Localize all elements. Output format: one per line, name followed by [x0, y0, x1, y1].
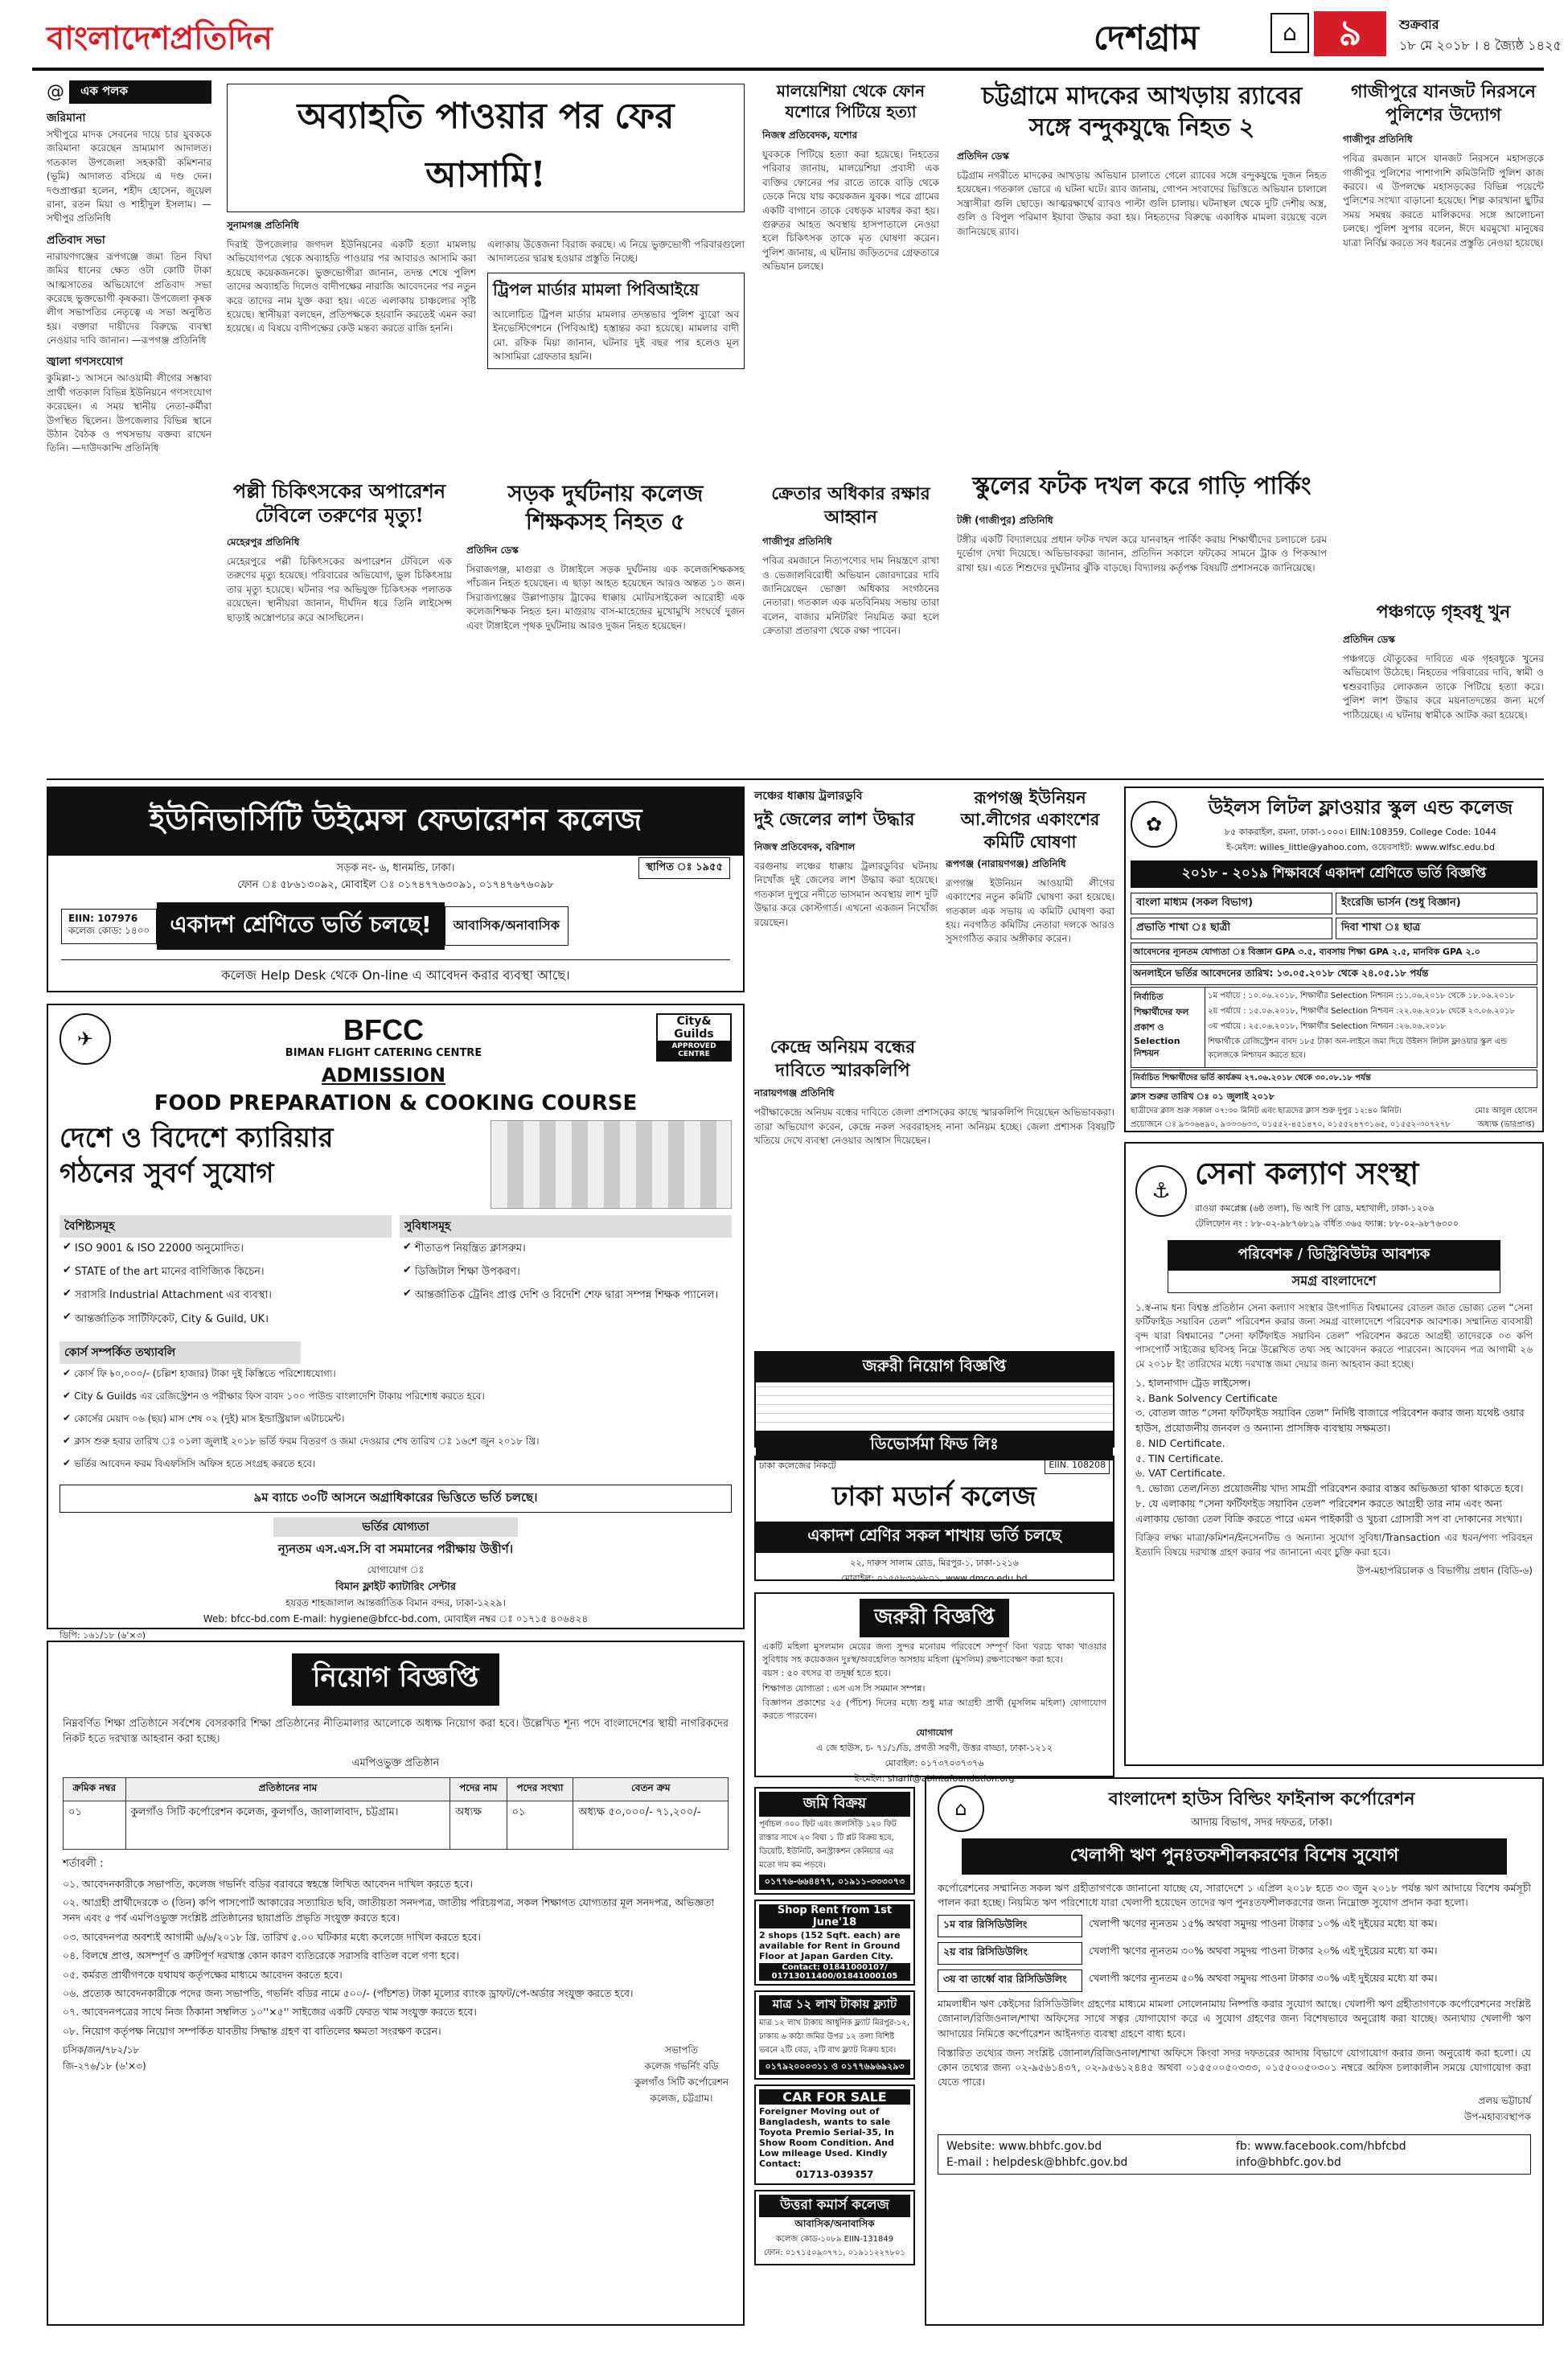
bfcc-brand-full: BIMAN FLIGHT CATERING CENTRE: [285, 1047, 482, 1059]
main-article: [227, 84, 745, 470]
niyog-signatory: সভাপতি কলেজ গভর্নিং বডি কুলগাঁও সিটি কর্পোরেশন কলেজ, চট্টগ্রাম।: [634, 2044, 729, 2105]
eligibility: ন্যূনতম এস.এস.সি বা সমমানের পরীক্ষায় উত্তীর্ণ।: [277, 1542, 514, 1556]
benefit-item-row: [403, 1241, 729, 1261]
uwfc-eiin: EIIN: 107976: [68, 912, 138, 924]
niyog-ref2: জি-২৭৬/১৮ (৬'×৩): [63, 2060, 146, 2072]
gazipur-article: [1343, 80, 1544, 595]
check-icon: ✔: [63, 1241, 72, 1253]
sena-ad: [1124, 1142, 1544, 1766]
wife-article: [1343, 598, 1544, 772]
main-body: দিরাই উপজেলার জগদল ইউনিয়নের একটি হত্যা মামলায় অভিযোগপত্র থেকে অব্যাহতি পাওয়ার পর আবারও আসামি করা হয়েছে কয়েকজনকে। ভুক্তভোগীরা জানান, তদন্ত শেষে পুলিশ তাদের অব্যাহতি দিলেও বাদীপক্ষের নারাজি আবেদনের পর নতুন করে তাদের নাম যুক্ত করা হয়। এতে এলাকায় চাঞ্চল্যের সৃষ্টি হয়েছে। স্থানীয়রা বলছেন, প্রতিপক্ষকে হয়রানি করতেই এমন করা হয়েছে। এ বিষয়ে বাদীপক্ষের কেউ মন্তব্য করতে রাজি হননি।: [227, 239, 476, 335]
schedule-item: ২য় পর্যায়ে : ১৫.০৬.২০১৮, শিক্ষার্থীর Selection নিশ্চয়ন :২২.০৬.২০১৮ থেকে ২৩.০৬.২০১৮: [1208, 1007, 1516, 1016]
wlfsc-address: ৮৫ কাকরাইল, রমনা, ঢাকা-১০০০। EIIN:108359, College Code: 1044: [1225, 827, 1496, 837]
fee-item-row: [63, 1435, 729, 1454]
shop-ad: [754, 1900, 915, 1986]
gazipur-headline[interactable]: গাজীপুরে যানজট নিরসনে পুলিশের উদ্যোগ: [1351, 81, 1536, 125]
chattogram-byline: প্রতিদিন ডেস্ক: [957, 150, 1009, 162]
dmc-banner: একাদশ শ্রেণির সকল শাখায় ভর্তি চলছে: [756, 1522, 1113, 1553]
table-cell: অধ্যক্ষ ৫০,০০০/- ৭১,২০০/-: [573, 1801, 729, 1849]
bhbfc-website[interactable]: Website: www.bhbfc.gov.bd: [946, 2140, 1102, 2153]
badge-line1: City&: [676, 1015, 712, 1028]
chefs-photo: [491, 1120, 732, 1209]
bfcc-seats: ৯ম ব্যাচে ৩০টি আসনে অগ্রাধিকারের ভিত্তিতে ভর্তি চলছে।: [60, 1485, 732, 1513]
brief-body: সখীপুরে মাদক সেবনের দায়ে চার যুবককে জরিমানা করেছেন ভ্রাম্যমাণ আদালত। গতকাল উপজেলা সহকারী কমিশনার (ভূমি) আদালত বসিয়ে এ দণ্ড দেন। দণ্ডপ্রাপ্তরা হলেন, শহীদ হোসেন, জুয়েল রানা, রতন মিয়া ও শাহীদুল ইসলাম। —সখীপুর প্রতিনিধি: [47, 129, 211, 224]
uwfc-name[interactable]: ইউনিভার্সিটি উইমেন্স ফেডারেশন কলেজ: [48, 788, 743, 856]
wlfsc-signer: মোঃ আবুল হোসেন অধ্যক্ষ (ভারপ্রাপ্ত): [1475, 1107, 1537, 1129]
feature-item: সরাসরি Industrial Attachment এর ব্যবস্থা।: [74, 1289, 272, 1301]
table-cell: কুলগাঁও সিটি কর্পোরেশন কলেজ, কুলগাঁও, জালালাবাদ, চট্টগ্রাম।: [125, 1801, 449, 1849]
benefit-item-row: [403, 1288, 729, 1308]
bhbfc-name[interactable]: বাংলাদেশ হাউস বিল্ডিং ফাইনান্স কর্পোরেশন: [1108, 1789, 1415, 1809]
eligibility-title: ভর্তির যোগ্যতা: [273, 1518, 518, 1537]
ek-polok-column: [47, 80, 211, 778]
uwfc-residential: আবাসিক/অনাবাসিক: [445, 906, 569, 946]
sena-address: রাওয়া কমপ্লেক্স (৬ষ্ঠ তলা), ভি আই পি রোড, মহাখালী, ঢাকা-১২০৬: [1195, 1203, 1435, 1214]
brief-title[interactable]: জ্বালা গণসংযোগ: [47, 355, 123, 369]
reschedule-row: [938, 1942, 1531, 1965]
benefit-item: আন্তর্জাতিক ট্রেনিং প্রাপ্ত দেশি ও বিদেশি শেফ দ্বারা সম্পন্ন শিক্ষক প্যানেল।: [414, 1289, 719, 1301]
flat-body: মাত্র ১২ লাখ টাকায় আধুনিক ফ্ল্যাট মিরপুর-১২, ঢাকায় ৬ কাঠা জমির উপর ১২ তলা বিশিষ্ট ভবনে ২টি বেড, ২টি বাথ ফ্ল্যাট বিক্রয় হবে।: [759, 2019, 910, 2055]
condition-item: ০৮. নিয়োগ কর্তৃপক্ষ নিয়োগ সম্পর্কিত যাবতীয় সিদ্ধান্ত গ্রহণ বা বাতিলের ক্ষমতা সংরক্ষণ করেন।: [63, 2024, 441, 2037]
protest-article: [754, 1036, 1114, 1341]
brief-title[interactable]: প্রতিবাদ সভা: [47, 233, 105, 247]
bfcc-seal-icon: ✈: [60, 1013, 111, 1065]
sena-footer-note: বিক্রির লক্ষ্য মাত্রা/কমিশন/ইনসেনটিভ ও অন্যান্য সুযোগ সুবিধা/Transaction এর ধরন/পণ্য পরিবহন ইত্যাদি বিষয়ে দরখাস্ত গ্রহণ করার পর জানানো এবং চুক্তি করা হবে।: [1135, 1532, 1533, 1558]
table-cell: ০১: [507, 1801, 573, 1849]
malaysia-byline: নিজস্ব প্রতিবেদক, যশোর: [762, 129, 858, 141]
fee-item-row: [63, 1367, 729, 1386]
feature-item-row: [63, 1311, 388, 1332]
dmc-code-line: ঢাকা কলেজের নিকটে: [759, 1460, 836, 1471]
dmc-eiin: EIIN. 108208: [1045, 1459, 1110, 1474]
uttara-phone: ফোন: ০১৭১৫০৯৩৭৭১, ০১৯১১২২৭৮০১: [763, 2249, 906, 2257]
school-article: [957, 466, 1327, 772]
protest-headline[interactable]: কেন্দ্রে অনিয়ম বন্ধের দাবিতে স্মারকলিপি: [770, 1037, 916, 1081]
joruri-niyog-small: [754, 1351, 1114, 1453]
requirement-item: ১. হালনাগাদ ট্রেড লাইসেন্স।: [1135, 1376, 1251, 1389]
accident-byline: প্রতিদিন ডেস্ক: [466, 544, 519, 556]
uttara-ad: [754, 2190, 915, 2265]
feature-item: STATE of the art মানের বাণিজ্যিক কিচেন।: [74, 1266, 265, 1278]
table-header-cell: পদের সংখ্যা: [507, 1777, 573, 1801]
bodies-headline[interactable]: দুই জেলের লাশ উদ্ধার: [754, 809, 915, 830]
sena-name[interactable]: সেনা কল্যাণ সংস্থা: [1195, 1155, 1419, 1191]
condition-item: ০৬. প্রত্যেক আবেদনকারীকে পদের জন্য সভাপতি, গভর্নিং বডির নামে ৫০০/- (পাঁচশত) টাকা মূল্যের ব্যাংক ড্রাফট/পে-অর্ডার সংযুক্ত করতে হবে।: [63, 1986, 634, 1999]
bfcc-ref: ডিপি: ১৬১/১৮ (৬'×৩): [60, 1630, 146, 1641]
dmc-address: ২২, দারুস সালাম রোড, মিরপুর-১, ঢাকা-১২১৬: [850, 1558, 1019, 1568]
flat-phone: ০১৭৯২০০০৩১১ ও ০১৭৭৬৯৬৯২৯৩: [759, 2060, 910, 2075]
condition-item: ০৭. আবেদনপত্রের সাথে নিজ ঠিকানা সম্বলিত ১০''×৫'' সাইজের একটি ফেরত খাম সংযুক্ত করতে হবে।: [63, 2006, 477, 2019]
malaysia-headline[interactable]: মালয়েশিয়া থেকে ফোন যশোরে পিটিয়ে হত্যা: [776, 81, 926, 121]
reschedule-row: [938, 1969, 1531, 1992]
niyog-title[interactable]: নিয়োগ বিজ্ঞপ্তি: [292, 1653, 500, 1706]
inset-body: আলোচিত ট্রিপল মার্ডার মামলার তদন্তভার পুলিশ ব্যুরো অব ইনভেস্টিগেশনে (পিবিআই) হস্তান্তর করা হয়েছে। মামলার বাদী মো. রফিক মিয়া জানান, ঘটনার দুই বছর পার হলেও মূল আসামিরা গ্রেফতার হয়নি।: [493, 308, 739, 362]
rupganj-byline: রূপগঞ্জ (নারায়ণগঞ্জ) প্রতিনিধি: [946, 857, 1066, 869]
main-body-cont: এলাকায় উত্তেজনা বিরাজ করছে। এ নিয়ে ভুক্তভোগী পরিবারগুলো আদালতের দ্বারস্থ হওয়ার প্রস্তুতি নিচ্ছে।: [487, 239, 745, 265]
wlfsc-banner: ২০১৮ - ২০১৯ শিক্ষাবর্ষে একাদশ শ্রেণিতে ভর্তি বিজ্ঞপ্তি: [1131, 860, 1537, 888]
table-header-cell: পদের নাম: [450, 1777, 507, 1801]
uwfc-banner[interactable]: একাদশ শ্রেণিতে ভর্তি চলছে!: [157, 902, 444, 950]
customer-body: পবিত্র রমজানে নিত্যপণ্যের দাম নিয়ন্ত্রণে রাখা ও ভেজালবিরোধী অভিযান জোরদারের দাবি জানিয়েছেন ভোক্তা অধিকার সংগঠনের নেতারা। গতকাল এক মতবিনিময় সভায় তারা বলেন, বাজার মনিটরিং নিয়মিত করা হলে ক্রেতারা প্রতারণা থেকে রক্ষা পাবেন।: [762, 555, 939, 637]
table-cell: অধ্যক্ষ: [450, 1801, 507, 1849]
conditions-label: শর্তাবলী :: [63, 1857, 104, 1870]
masthead-rule: [32, 68, 1544, 71]
chattogram-body: চট্টগ্রাম নগরীতে মাদকের আখড়ায় অভিযান চালাতে গেলে র‌্যাবের সঙ্গে বন্দুকযুদ্ধে দুজন নিহত হয়েছেন। গতকাল ভোরে এ ঘটনা ঘটে। র‌্যাব জানায়, গোপন সংবাদের ভিত্তিতে অভিযান চালালে সন্ত্রাসীরা গুলি ছোড়ে। আত্মরক্ষার্থে র‌্যাবও পাল্টা গুলি চালায়। ঘটনাস্থল থেকে দুটি দেশীয় অস্ত্র, গুলি ও বিপুল পরিমাণ ইয়াবা উদ্ধার করা হয়। নিহতদের বিরুদ্ধে একাধিক মামলা রয়েছে বলে জানিয়েছে র‌্যাব।: [957, 170, 1327, 237]
wife-byline: প্রতিদিন ডেস্ক: [1343, 634, 1395, 645]
uttara-code: কলেজ কোড-১০৮৯ EIIN-131849: [775, 2235, 894, 2244]
wlfsc-logo-icon: ✿: [1131, 801, 1177, 848]
wlfsc-opt1: বাংলা মাধ্যম (সকল বিভাগ): [1131, 893, 1332, 914]
fee-item: কোর্স ফি ৳০,০০০/- (চল্লিশ হাজার) টাকা দুই কিস্তিতে পরিশোধযোগ্য।: [74, 1368, 336, 1379]
wlfsc-final: নির্বাচিত শিক্ষার্থীদের ভর্তি কার্যক্রম ২৭.০৬.২০১৮ থেকে ৩০.০৮.১৮ পর্যন্ত: [1131, 1070, 1537, 1088]
malaysia-article: [762, 80, 939, 471]
fee-item: ভর্তির আবেদন ফরম বিএফসিসি অফিস হতে সংগ্রহ করতে হবে।: [74, 1458, 316, 1469]
main-headline[interactable]: অব্যাহতি পাওয়ার পর ফের আসামি!: [227, 84, 745, 212]
reschedule-text: খেলাপী ঋণের ন্যূনতম ৫০% অথবা সমুদয় পাওনা টাকার ৩০% এই দুইয়ের মধ্যে যা কম।: [1089, 1972, 1438, 1985]
reschedule-row: [938, 1915, 1531, 1937]
school-byline: টঙ্গী (গাজীপুর) প্রতিনিধি: [957, 515, 1053, 526]
fee-item-row: [63, 1390, 729, 1409]
bfcc-tagline1: দেশে ও বিদেশে ক্যারিয়ার: [60, 1122, 334, 1154]
bhbfc-ad: [925, 1777, 1544, 2326]
malaysia-body: যুবককে পিটিয়ে হত্যা করা হয়েছে। নিহতের পরিবার জানায়, মালয়েশিয়া প্রবাসী এক ব্যক্তির ফোনের পর রাতে তাকে বাড়ি থেকে ডেকে নিয়ে যায় কয়েকজন যুবক। পরে গ্রামের একটি বাগানে তাকে বেধড়ক মারধর করা হয়। গুরুতর আহত অবস্থায় হাসপাতালে নেওয়া হলে চিকিৎসক তাকে মৃত ঘোষণা করেন। পুলিশ জানায়, এ ঘটনায় জড়িতদের গ্রেফতারে অভিযান চলছে।: [762, 149, 939, 273]
check-icon: ✔: [403, 1264, 412, 1276]
table-header-cell: ক্রমিক নম্বর: [64, 1777, 126, 1801]
dmc-name[interactable]: ঢাকা মডার্ন কলেজ: [832, 1481, 1036, 1513]
car-title[interactable]: CAR FOR SALE: [759, 2089, 910, 2105]
page-number: ৯: [1314, 11, 1386, 56]
table-header-cell: প্রতিষ্ঠানের নাম: [125, 1777, 449, 1801]
bhbfc-logo-icon: ⌂: [938, 1785, 984, 1832]
joruri-niyog-footer: ডিভোর্সমা ফিড লিঃ: [756, 1431, 1113, 1460]
wlfsc-phones: প্রয়োজনে ঃ ৯৩৩৬৪৯০, ৯৩৩৩৬৩৩, ০১৫৫২-৪৫১৪৭০, ০১৫৫২৪৭৩১৬৫, ০১৫৫২-৩০৭২৭৮: [1131, 1120, 1451, 1129]
brief-body: নারায়ণগঞ্জের রূপগঞ্জে জমা তিন বিঘা জমির ধানের ক্ষেত ওটা কোটি টাকা আত্মসাতের অভিযোগে প্রতিবাদ সভা করেছে ভুক্তভোগী কৃষকরা। উপজেলা কৃষক লীগ সভাপতির নেতৃত্বে এ সভা অনুষ্ঠিত হয়। বক্তারা দায়ীদের বিরুদ্ধে ব্যবস্থা নেওয়ার দাবি জানান। —রূপগঞ্জ প্রতিনিধি: [47, 250, 211, 347]
land-title[interactable]: জমি বিক্রয়: [759, 1792, 910, 1817]
wlfsc-opt4: দিবা শাখা ঃ ছাত্র: [1336, 918, 1537, 939]
accident-headline[interactable]: সড়ক দুর্ঘটনায় কলেজ শিক্ষকসহ নিহত ৫: [507, 480, 704, 535]
classifieds-column: [754, 1787, 915, 2326]
fee-item-row: [63, 1457, 729, 1477]
condition-item: ০১. আবেদনকারীকে সভাপতি, কলেজ গভর্নিং বডির বরাবরে স্বহস্তে লিখিত আবেদন দাখিল করতে হবে।: [63, 1877, 473, 1890]
customer-article: [762, 483, 939, 769]
wlfsc-email[interactable]: ই-মেইল: willes_little@yahoo.com, ওয়েবসাইট: www.wlfsc.edu.bd: [1226, 842, 1495, 852]
badge-line3: APPROVED CENTRE: [658, 1041, 730, 1060]
sena-signer: উপ-মহাপরিচালক ও বিভাগীয় প্রধান (বিডি-৬): [1357, 1565, 1533, 1577]
joruri-note: বিজ্ঞাপন প্রকাশের ২৫ (পঁচিশ) দিনের মধ্যে শুধু মাত্র আগ্রহী প্রার্থী (মুসলিম মহিলা) যোগাযোগ করতে পারবেন।: [762, 1697, 1106, 1721]
rupganj-headline[interactable]: রূপগঞ্জ ইউনিয়ন আ.লীগের একাংশের কমিটি ঘোষণা: [960, 787, 1100, 852]
schedule-item: ১ম পর্যায়ে : ১০.০৬.২০১৮, শিক্ষার্থীর Selection নিশ্চয়ন :১১.০৬.২০১৮ থেকে ১৮.০৬.২০১৮: [1208, 992, 1515, 1000]
reschedule-text: খেলাপী ঋণের ন্যূনতম ১৫% অথবা সমুদয় পাওনা টাকার ১০% এই দুইয়ের মধ্যে যা কম।: [1089, 1917, 1438, 1930]
bhbfc-intro: কর্পোরেশনের সম্মানিত সকল ঋণ গ্রহীতাগণকে জানানো যাচ্ছে যে, সারাদেশে ১ এপ্রিল ২০১৮ হতে ৩০ জুন ২০১৮ পর্যন্ত ঋণ আদায়ে বিশেষ কর্মসূচী পালন করা হচ্ছে। নিয়মিত ঋণ পরিশোধে যারা খেলাপী হয়েছেন তাদের ঋণ পুনঃতফশীলকরণের জন্য নিম্নোক্ত সুযোগ প্রদান করা হলো।: [938, 1882, 1531, 1909]
wlfsc-timing: ছাত্রীদের ক্লাস শুরু সকাল ০৭:৩০ মিনিট এবং ছাত্রদের ক্লাস শুরু দুপুর ১২:৪০ মিনিট।: [1131, 1107, 1402, 1115]
land-ad: [754, 1787, 915, 1895]
check-icon: ✔: [63, 1412, 72, 1423]
niyog-intro: নিম্নবর্ণিত শিক্ষা প্রতিষ্ঠানে সর্বশেষ বেসরকারি শিক্ষা প্রতিষ্ঠানের নীতিমালার আলোকে অধ্যক্ষ নিয়োগ করা হবে। উল্লেখিত শূন্য পদে বাংলাদেশের স্থায়ী নাগরিকদের নিকট হতে দরখাস্ত আহবান করা হচ্ছে।: [63, 1718, 729, 1745]
wlfsc-min-qual: আবেদনের ন্যূনতম যোগ্যতা ঃ বিজ্ঞান GPA ৩.৫, ব্যবসায় শিক্ষা GPA ২.৫, মানবিক GPA ২.০: [1131, 943, 1537, 963]
benefit-item: ডিজিটাল শিক্ষা উপকরণ।: [414, 1266, 520, 1278]
uwfc-helpdesk: কলেজ Help Desk থেকে On-line এ আবেদন করার ব্যবস্থা আছে।: [61, 959, 730, 987]
school-headline[interactable]: স্কুলের ফটক দখল করে গাড়ি পার্কিং: [972, 472, 1311, 500]
main-byline: সুনামগঞ্জ প্রতিনিধি: [227, 220, 299, 231]
bfcc-admission: ADMISSION: [321, 1064, 446, 1086]
bhbfc-email[interactable]: E-mail : helpdesk@bhbfc.gov.bd: [946, 2156, 1128, 2169]
bhbfc-dept: আদায় বিভাগ, সদর দফতর, ঢাকা।: [1191, 1817, 1332, 1829]
wife-headline[interactable]: পঞ্চগড়ে গৃহবধূ খুন: [1376, 602, 1511, 622]
protest-body: পরীক্ষাকেন্দ্রে অনিয়ম বন্ধের দাবিতে জেলা প্রশাসকের কাছে স্মারকলিপি দিয়েছেন অভিভাবকরা। তারা অভিযোগ করেন, কেন্দ্রে নকল সরবরাহসহ নানা অনিয়ম হচ্ছে। জেলা প্রশাসক বিষয়টি খতিয়ে দেখে ব্যবস্থা নেওয়ার আশ্বাস দিয়েছেন।: [754, 1107, 1114, 1146]
schedule-item: শিক্ষার্থীকে রেজিস্ট্রেশন বাবদ ১৮৫ টাকা অন-লাইনে জমা দিয়ে উইলস লিটল ফ্লাওয়ার স্কুল এন্ড কলেজকে নিশ্চায়ন করতে হবে।: [1208, 1037, 1508, 1060]
feature-item-row: [63, 1241, 388, 1261]
wlfsc-ad: [1124, 787, 1544, 1132]
bfcc-brand[interactable]: BFCC: [343, 1013, 424, 1046]
fee-item: City & Guilds এর রেজিস্ট্রেশন ও পরীক্ষার ফিস বাবদ ১০০ পাউন্ড বাংলাদেশি টাকায় পরিশোধ করতে হবে।: [74, 1390, 485, 1402]
check-icon: ✔: [63, 1457, 72, 1468]
requirement-item: ৬. VAT Certificate.: [1135, 1467, 1225, 1480]
sena-logo-icon: ⚓: [1135, 1165, 1187, 1217]
sena-banner2: সমগ্র বাংলাদেশে: [1168, 1270, 1500, 1293]
flat-title[interactable]: মাত্র ১২ লাখ টাকায় ফ্ল্যাট: [759, 1995, 910, 2015]
niyog-ref1: চসিক/জন/৭৮২/১৮: [63, 2044, 140, 2056]
city-guilds-badge: [656, 1013, 732, 1062]
bhbfc-body2: মামলাধীন ঋণ কেইসের রিসিডিউলিং গ্রহণের মাধ্যমে মামলা সোলেনামায় নিষ্পত্তি করার সুযোগ আছে। খেলাপী ঋণ গ্রহীতাগণকে কর্পোরেশনের সংশ্লিষ্ট জোনাল/রিজিওনাল/শাখা অফিসের সাথে সত্বর যোগাযোগ করে এ সুযোগ গ্রহণের জন্য বিশেষভাবে অনুরোধ করা যাচ্ছে। অন্যথায় খেলাপী ঋণ আদায়ের নিমিত্তে কর্পোরেশন আইনগত ব্যবস্থা গ্রহণে বাধ্য হবে।: [938, 1998, 1531, 2039]
joruri-contact-label: যোগাযোগ: [916, 1727, 953, 1738]
swirl-icon: @: [47, 82, 64, 102]
sena-phone: টেলিফোন নং : ৮৮-০২-৯৮৭৬৮১৯ বর্ধিত ৩৬৫ ফ্যাক্স: ৮৮-০২-৯৮৭৬৩০০: [1195, 1218, 1459, 1229]
uttara-sub: আবাসিক/অনাবাসিক: [794, 2218, 875, 2229]
wlfsc-class-start: ক্লাস শুরুর তারিখ ঃ ০১ জুলাই ২০১৮: [1131, 1091, 1275, 1102]
niyog-ad: [47, 1641, 745, 2326]
joruri-email[interactable]: ই-মেইল: sharif@abintafoundation.org: [854, 1772, 1015, 1784]
brief-body: কুমিল্লা-১ আসনে আওয়ামী লীগের সম্ভাব্য প্রার্থী গতকাল বিভিন্ন ইউনিয়নে গণসংযোগ করেছেন। এ সময় স্থানীয় নেতা-কর্মীরা উপস্থিত ছিলেন। উপজেলার বিভিন্ন স্থানে উঠান বৈঠক ও পথসভায় বক্তব্য রাখেন তিনি। —দাউদকান্দি প্রতিনিধি: [47, 372, 211, 454]
feature-item: ISO 9001 & ISO 22000 অনুমোদিত।: [74, 1242, 244, 1255]
dmc-contact[interactable]: মোবাইল: ০১৫৫৮৩২৬৮০১, www.dmco.edu.bd: [841, 1573, 1028, 1583]
joruri-title[interactable]: জরুরী বিজ্ঞপ্তি: [860, 1599, 1009, 1637]
chattogram-headline[interactable]: চট্টগ্রামে মাদকের আখড়ায় র‌্যাবের সঙ্গে বন্দুকযুদ্ধে নিহত ২: [981, 82, 1303, 142]
bfcc-contact-name: বিমান ফ্লাইট ক্যাটারিং সেন্টার: [335, 1581, 457, 1593]
wlfsc-opt3: প্রভাতি শাখা ঃ ছাত্রী: [1131, 918, 1332, 939]
fee-title: কোর্স সম্পর্কিত তথ্যাবলি: [60, 1341, 301, 1364]
doctor-byline: মেহেরপুর প্রতিনিধি: [227, 536, 300, 548]
chattogram-article: [957, 80, 1327, 455]
bhbfc-signer: প্রলয় ভট্টাচার্য উপ-মহাব্যবস্থাপক: [1463, 2095, 1531, 2122]
reschedule-text: খেলাপী ঋণের ন্যূনতম ৩০% অথবা সমুদয় পাওনা টাকার ২০% এই দুইয়ের মধ্যে যা কম।: [1089, 1945, 1438, 1957]
car-body: Foreigner Moving out of Bangladesh, wants to sale Toyota Premio Serial-35, In Show Room Condition. And Low mileage Used. Kindly Contact:: [759, 2106, 894, 2169]
benefits-title: সুবিধাসমূহ: [400, 1215, 732, 1238]
joruri-mobile: মোবাইল: ০১৭৩৭০৩৭৩৭৬: [885, 1757, 984, 1768]
gazipur-byline: গাজীপুর প্রতিনিধি: [1343, 133, 1413, 146]
ek-polok-header: এক পলক: [69, 80, 211, 104]
newspaper-logo[interactable]: [47, 13, 273, 67]
check-icon: ✔: [63, 1264, 72, 1276]
feature-item: আন্তর্জাতিক সার্টিফিকেট, City & Guild, UK।: [74, 1313, 269, 1325]
uttara-title[interactable]: উত্তরা কমার্স কলেজ: [759, 2195, 910, 2217]
requirement-item: ৩. বোতল জাত “সেনা ফর্টিফাইড সয়াবিন তেল” নির্দিষ্ট বাজারে পরিবেশন করার জন্য যথেষ্ট ওয়ার হাউস, প্রয়োজনীয় জনবল ও অন্যান্য প্রাসঙ্গিক ব্যবস্থায় সক্ষমতা।: [1135, 1407, 1525, 1435]
table-cell: ০১: [64, 1801, 126, 1849]
bhbfc-body3: বিস্তারিত তথ্যের জন্য সংশ্লিষ্ট জোনাল/রিজিওনাল/শাখা অফিসে কিংবা সদর দফতরের আদায় বিভাগে যোগাযোগ করার জন্য অনুরোধ করা হলো। যে কোন তথ্যের জন্য ০২-৯৫৬১৪৩৭, ০২-৯৫৬১২৪৪৫ অথবা ০১৫৫০০৫০৩৩৩, ০১৫৫০০৫০৩০১ নম্বরে অফিস চলাকালীন সময়ে যোগাযোগ করা যেতে পারে।: [938, 2046, 1531, 2088]
condition-item: ০৫. কর্মরত প্রার্থীগণকে যথাযথ কর্তৃপক্ষের মাধ্যমে আবেদন করতে হবে।: [63, 1968, 343, 1981]
wlfsc-schedule-label: নির্বাচিত শিক্ষার্থীদের ফল প্রকাশ ও Selection নিশ্চয়ন: [1131, 988, 1205, 1067]
wife-body: পঞ্চগড়ে যৌতুকের দাবিতে এক গৃহবধূকে খুনের অভিযোগ উঠেছে। নিহতের পরিবারের দাবি, স্বামী ও শ্বশুরবাড়ির লোকজন তাকে পিটিয়ে হত্যা করে। পুলিশ লাশ উদ্ধার করে ময়নাতদন্তের জন্য মর্গে পাঠিয়েছে। এ ঘটনায় স্বামীকে আটক করা হয়েছে।: [1343, 653, 1544, 721]
car-phone: 01713-039357: [795, 2169, 874, 2180]
customer-byline: গাজীপুর প্রতিনিধি: [762, 536, 832, 548]
flat-ad: [754, 1990, 915, 2080]
reschedule-label: ২য় বার রিসিডিউলিং: [938, 1942, 1082, 1965]
joruri-line: বয়স : ৫০ বৎসর বা তদূর্ধ্ব হতে হবে।: [762, 1667, 891, 1678]
fee-item: ক্লাস শুরু হবার তারিখ ঃ ০১লা জুলাই ২০১৮ ভর্তি ফরম বিতরণ ও জমা দেওয়ার শেষ তারিখ ঃ ১৬শে জুন ২০১৮ খ্রি।: [74, 1435, 540, 1447]
fee-item: কোর্সের মেয়াদ ০৬ (ছয়) মাস শেষ ০২ (দুই) মাস ইন্ডাস্ট্রিয়াল এটাচমেন্ট।: [74, 1413, 345, 1424]
bfcc-contact-label: যোগাযোগ ঃ: [367, 1564, 425, 1575]
sena-body: ১.স্ব-নাম ধন্য বিশ্বস্ত প্রতিষ্ঠান সেনা কল্যাণ সংস্থার উৎপাদিত বিশ্বমানের বোতল জাত ভোজ্য তেল “সেনা ফর্টিফাইড সয়াবিন তেল” পরিবেশন করার জন্য সমগ্র বাংলাদেশে পরিবেশক আবশ্যক। সম্মানিত ব্যবসায়ী বৃন্দ যারা বিশ্বমানের “সেনা ফর্টিফাইড সয়াবিন তেল” পরিবেশন করতে আগ্রহী তাদেরকে ০৩ কপি পাসপোর্ট সাইজের ছবিসহ নিম্নে উল্লেখিত তথ্য সহ আবেদন করতে পারবেন। আবেদন পত্র আগামী ২৬ মে ২০১৮ ইং তারিখের মধ্যে দরখাস্ত জমা দেয়ার জন্য আহবান করা হচ্ছে।: [1135, 1302, 1533, 1370]
check-icon: ✔: [63, 1288, 72, 1300]
bodies-byline: নিজস্ব প্রতিবেদক, বরিশাল: [754, 841, 856, 852]
logo-part2: প্রতিদিন: [170, 19, 273, 57]
bhbfc-fb[interactable]: fb: www.facebook.com/hbfcbd: [1236, 2140, 1406, 2153]
reschedule-label: ১ম বার রিসিডিউলিং: [938, 1915, 1082, 1937]
check-icon: ✔: [63, 1367, 72, 1378]
niyog-mpo: এমপিওভুক্ত প্রতিষ্ঠান: [351, 1756, 440, 1769]
bfcc-ad: [47, 1004, 745, 1641]
bfcc-web[interactable]: Web: bfcc-bd.com E-mail: hygiene@bfcc-bd.com, মোবাইল নম্বর ঃ ০১৭১৫ ৪০৬৪২৪: [203, 1613, 589, 1624]
shop-body: 2 shops (152 Sqft. each) are available for Rent in Ground Floor at Japan Garden City.: [759, 1930, 901, 1961]
bfcc-address: হযরত শাহজালাল আন্তর্জাতিক বিমান বন্দর, ঢাকা-১২২৯।: [285, 1597, 506, 1608]
joruri-address: এ জে হাউস, চ- ৭১/১/ডি, প্রগতী সরণী, উত্তর বাড্ডা, ঢাকা-১২১২: [816, 1742, 1053, 1753]
issue-day: শুক্রবার: [1399, 17, 1439, 32]
wlfsc-name[interactable]: উইলস লিটল ফ্লাওয়ার স্কুল এন্ড কলেজ: [1208, 795, 1513, 819]
table-header-row: [64, 1777, 729, 1801]
joruri-biggapti-ad: [754, 1592, 1114, 1784]
check-icon: ✔: [63, 1390, 72, 1401]
condition-item: ০৩. আবেদনপত্র অবশ্যই আগামী ৬/৬/২০১৮ খ্রি. তারিখ ৫.০০ ঘটিকার মধ্যে কলেজে দাখিল করতে হবে।: [63, 1930, 481, 1943]
accident-article: [466, 479, 745, 769]
bfcc-course: FOOD PREPARATION & COOKING COURSE: [154, 1091, 638, 1115]
schedule-item: ৩য় পর্যায়ে : ২৫.০৬.২০১৮, শিক্ষার্থীর Selection নিশ্চয়ন :২৬.০৬.২০১৮: [1208, 1022, 1446, 1031]
joruri-line: শিক্ষাগত যোগ্যতা : এস এস সি সমমান সম্পন্ন।: [762, 1682, 926, 1694]
check-icon: ✔: [63, 1435, 72, 1446]
check-icon: ✔: [63, 1311, 72, 1323]
issue-date: ১৮ মে ২০১৮ । ৪ জ্যৈষ্ঠ ১৪২৫: [1399, 38, 1562, 53]
dmc-ad: [754, 1456, 1114, 1581]
bhbfc-email2[interactable]: info@bhbfc.gov.bd: [1236, 2156, 1341, 2169]
uwfc-code: কলেজ কোড: ১৪০০: [68, 924, 150, 936]
shop-title[interactable]: Shop Rent from 1st June'18: [759, 1904, 910, 1928]
doctor-headline[interactable]: পল্লী চিকিৎসকের অপারেশন টেবিলে তরুণের মৃত্যু!: [232, 479, 446, 527]
car-ad: [754, 2084, 915, 2185]
requirement-item: ৫. TIN Certificate.: [1135, 1452, 1224, 1464]
inset-title[interactable]: ট্রিপল মার্ডার মামলা পিবিআইয়ে: [493, 279, 700, 299]
benefit-item-row: [403, 1264, 729, 1284]
reschedule-label: ৩য় বা তার্ধ্বে বার রিসিডিউলিং: [938, 1969, 1082, 1992]
table-row: [64, 1801, 729, 1849]
uwfc-address: সড়ক নং- ৬, ধানমন্ডি, ঢাকা।: [336, 862, 455, 874]
check-icon: ✔: [403, 1288, 412, 1300]
niyog-table: [63, 1777, 729, 1850]
land-body: পূর্বাচল ৩০০ ফিট এবং জলসিঁড়ি ১২০ ফিট রাস্তার সাথে ২০ বিঘা ১ টি প্লট বিক্রয় হবে, ডিয়েটি, ইউনিটি, কনস্ট্রাকশন কেনিয়ার এর মতো দাম কম পড়বে।: [759, 1820, 897, 1870]
features-title: বৈশিষ্ট্যসমূহ: [60, 1215, 392, 1238]
requirement-item: ৮. যে এলাকায় “সেনা ফর্টিফাইড সয়াবিন তেল” পরিবেশন করতে আগ্রহী তার নাম এবং অন্য এলাকায় ভোজ্য তেল বিক্রি করতে পারে এমন পাইকারী ও খুচরা গ্রোসারী সপ বা দোকানের সংখ্যা।: [1135, 1497, 1523, 1525]
school-body: টঙ্গীর একটি বিদ্যালয়ের প্রধান ফটক দখল করে যানবাহন পার্কিং করায় শিক্ষার্থীদের চলাচলে চরম দুর্ভোগ দেখা দিয়েছে। অভিভাবকরা জানান, প্রতিদিন সকালে ফটকের সামনে ট্রাক ও পিকআপ রাখা হয়। এতে শিশুদের দুর্ঘটনার ঝুঁকি বাড়ছে। বিদ্যালয় কর্তৃপক্ষ বিষয়টি প্রশাসনকে জানিয়েছে।: [957, 534, 1327, 573]
bodies-body: বরগুনায় লঞ্চের ধাক্কায় ট্রলারডুবির ঘটনায় নিখোঁজ দুই জেলের লাশ উদ্ধার করা হয়েছে। গতকাল দুপুরে নদীতে ভাসমান অবস্থায় লাশ দুটি উদ্ধার করে কোস্টগার্ড। এখনো একজন নিখোঁজ রয়েছেন।: [754, 860, 938, 928]
sena-banner1: পরিবেশক / ডিস্ট্রিবিউটর আবশ্যক: [1168, 1240, 1500, 1270]
accident-body: সিরাজগঞ্জ, মাগুরা ও টাঙ্গাইলে সড়ক দুর্ঘটনায় এক কলেজশিক্ষকসহ পাঁচজন নিহত হয়েছেন। এ ছাড়া আহত হয়েছেন আরও অন্তত ১০ জন। সিরাজগঞ্জের উল্লাপাড়ায় ট্রাকের ধাক্কায় মোটরসাইকেল আরোহী এক কলেজশিক্ষক নিহত হন। মাগুরায় বাস-মাহেন্দ্রের মুখোমুখি সংঘর্ষে দুজন এবং টাঙ্গাইলে পৃথক দুর্ঘটনায় আরও দুজন নিহত হয়েছেন।: [466, 564, 745, 631]
section-title: দেশগ্রাম: [1094, 18, 1199, 57]
wlfsc-opt2: ইংরেজি ভার্সন (শুধু বিজ্ঞান): [1336, 893, 1537, 914]
wlfsc-online: অনলাইনে ভর্তির আবেদনের তারিখ: ১৩.০৫.২০১৮ থেকে ২৪.০৫.১৮ পর্যন্ত: [1131, 964, 1537, 985]
customer-headline[interactable]: ক্রেতার অধিকার রক্ষার আহ্বান: [771, 483, 930, 528]
rupganj-body: রূপগঞ্জ ইউনিয়ন আওয়ামী লীগের একাংশের নতুন কমিটি ঘোষণা করা হয়েছে। গতকাল এক সভায় এ কমিটি ঘোষণা করা হয়। নবগঠিত কমিটির নেতারা দলকে আরও সুসংগঠিত করার অঙ্গীকার করেন।: [946, 877, 1114, 945]
land-phone: ০১৭৭৬-৬৬৪৪৭৭, ০১৯১১-৩৩৩০৭৩: [759, 1875, 910, 1890]
logo-part1: বাংলাদেশ: [47, 19, 170, 57]
bodies-kicker: লঞ্চের ধাক্কায় ট্রলারডুবি: [754, 790, 863, 803]
bodies-article: [754, 787, 938, 1028]
bfcc-tagline2: গঠনের সুবর্ণ সুযোগ: [60, 1157, 274, 1190]
section-rule: [47, 778, 1544, 780]
uwfc-established: স্থাপিত ঃ ১৯৫৫: [638, 857, 730, 879]
uwfc-ad: [47, 787, 745, 992]
feature-item-row: [63, 1264, 388, 1284]
joruri-niyog-title[interactable]: জরুরী নিয়োগ বিজ্ঞপ্তি: [756, 1353, 1113, 1382]
section-icon: ⌂: [1270, 13, 1309, 53]
fee-item-row: [63, 1412, 729, 1431]
shop-contact: Contact: 01841000107/ 01713011400/01841000105: [759, 1963, 910, 1981]
feature-item-row: [63, 1288, 388, 1308]
condition-item: ০২. আগ্রহী প্রার্থীদেরকে ৩ (তিন) কপি পাসপোর্ট আকারের সত্যায়িত ছবি, জাতীয়তা সনদপত্র, জাতীয় পরিচয়পত্র, সকল শিক্ষাগত যোগ্যতার মূল সনদপত্র, অভিজ্ঞতা সনদ এবং ৫ পর্ব এমপিওভুক্ত সংশ্লিষ্ট প্রতিষ্ঠানের ছায়াপ্রতি প্রভৃতি সংযুক্ত করতে হবে।: [63, 1896, 715, 1924]
brief-title[interactable]: জরিমানা: [47, 112, 86, 125]
gazipur-body: পবিত্র রমজান মাসে যানজট নিরসনে মহাসড়কে গাজীপুর পুলিশের পাশাপাশি কমিউনিটি পুলিশ কাজ করবে। এ উপলক্ষে মহাসড়কের বিভিন্ন পয়েন্টে পুলিশের সংখ্যা বাড়ানো হয়েছে। শিল্প কারখানা ছুটির সময় সমন্বয় করতে মালিকদের সঙ্গে আলোচনা চলছে। পুলিশ সুপার বলেন, ঈদে ঘরমুখো মানুষের যাত্রা নির্বিঘ্ন করতে সব ধরনের প্রস্তুতি নেওয়া হয়েছে।: [1343, 153, 1544, 248]
protest-byline: নারায়ণগঞ্জ প্রতিনিধি: [754, 1087, 835, 1099]
joruri-body: একটি মহিলা মুসলমান মেয়ের জন্য সুন্দর মনোরম পরিবেশে সম্পূর্ণ বিনা খরচে থাকা খাওয়ার সুবিধায় সহ কয়েকজন দুঃস্থ/অবহেলিত অসহায় মহিলা (মুসলিম) রক্ষণাবেক্ষণ করা হবে।: [762, 1641, 1106, 1665]
requirement-item: ৭. ভোজ্য তেল/নিত্য প্রয়োজনীয় খাদ্য সামগ্রী পরিবেশন করার বাস্তব অভিজ্ঞতা থাকা থাকতে হবে।: [1135, 1482, 1524, 1495]
uwfc-phone: ফোন ঃ ৫৮৬১৩০৯২, মোবাইল ঃ ০১৭৪৭৭৬৩০৯১, ০১৭৪৭৬৭৬০৯৮: [237, 879, 554, 891]
requirement-item: ৪. NID Certificate.: [1135, 1436, 1225, 1449]
badge-line2: Guilds: [674, 1028, 714, 1041]
condition-item: ০৪. বিলম্বে প্রাপ্ত, অসম্পূর্ণ ও ত্রুটিপূর্ণ দরখাস্ত কোন কারণ ব্যতিরেকে সরাসরি বাতিল বলে গণ্য হবে।: [63, 1949, 460, 1962]
table-header-cell: বেতন ক্রম: [573, 1777, 729, 1801]
requirement-item: ২. Bank Solvency Certificate: [1135, 1391, 1278, 1404]
benefit-item: শীতাতপ নিয়ন্ত্রিত ক্লাসরুম।: [414, 1242, 526, 1255]
doctor-body: মেহেরপুরে পল্লী চিকিৎসকের অপারেশন টেবিলে এক তরুণের মৃত্যু হয়েছে। পরিবারের অভিযোগ, ভুল চিকিৎসায় তার মৃত্যু হয়েছে। ঘটনার পর অভিযুক্ত চিকিৎসক পলাতক রয়েছেন। স্থানীয়রা জানান, দীর্ঘদিন ধরে তিনি লাইসেন্স ছাড়াই অস্ত্রোপচার করে আসছিলেন।: [227, 556, 452, 623]
check-icon: ✔: [403, 1241, 412, 1253]
rupganj-article: [946, 787, 1114, 1028]
doctor-article: [227, 479, 452, 769]
bhbfc-banner: খেলাপী ঋণ পুনঃতফশীলকরণের বিশেষ সুযোগ: [962, 1838, 1507, 1875]
